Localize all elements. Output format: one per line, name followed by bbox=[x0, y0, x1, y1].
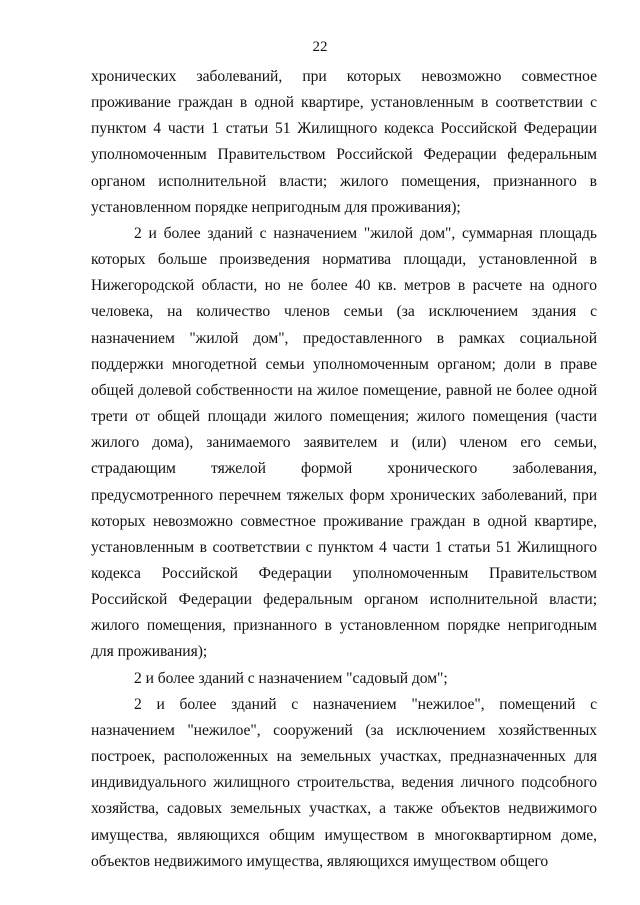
paragraph-continuation: хронических заболеваний, при которых невозможно совместное проживание граждан в одной квартире, установленным в соответствии с пунктом 4 части 1 статьи 51 Жилищного кодекса Российской Федерации уполномоченным Правительством Российской Федерации федеральным органом исполнительной власти; жилого помещения, признанного в установленном порядке непригодным для проживания); bbox=[91, 68, 597, 216]
paragraph-non-residential: 2 и более зданий с назначением "нежилое", помещений с назначением "нежилое", сооружений (за исключением хозяйственных построек, расположенных на земельных участках, предназначенных для индивидуального жилищного строительства, ведения личного подсобного хозяйства, садовых земельных участках, а также объектов недвижимого имущества, являющихся общим имуществом в многоквартирном доме, объектов недвижимого имущества, являющихся имуществом общего bbox=[91, 695, 597, 870]
document-body bbox=[91, 64, 597, 875]
page-number: 22 bbox=[312, 39, 328, 55]
paragraph-residential-buildings: 2 и более зданий с назначением "жилой дом", суммарная площадь которых больше произведения норматива площади, установленной в Нижегородской области, но не более 40 кв. метров в расчете на одного человека, на количество членов семьи (за исключением здания с назначением "жилой дом", предоставленного в рамках социальной поддержки многодетной семьи уполномоченным органом; доли в праве общей долевой собственности на жилое помещение, равной не более одной трети от общей площади жилого помещения; жилого помещения (части жилого дома), занимаемого заявителем и (или) членом его семьи, страдающим тяжелой формой хронического заболевания, предусмотренного перечнем тяжелых форм хронических заболеваний, при которых невозможно совместное проживание граждан в одной квартире, установленным в соответствии с пунктом 4 части 1 статьи 51 Жилищного кодекса Российской Федерации уполномоченным Правительством Российской Федерации федеральным органом исполнительной власти; жилого помещения, признанного в установленном порядке непригодным для проживания); bbox=[91, 224, 597, 661]
paragraph-garden-houses: 2 и более зданий с назначением "садовый дом"; bbox=[134, 669, 448, 687]
